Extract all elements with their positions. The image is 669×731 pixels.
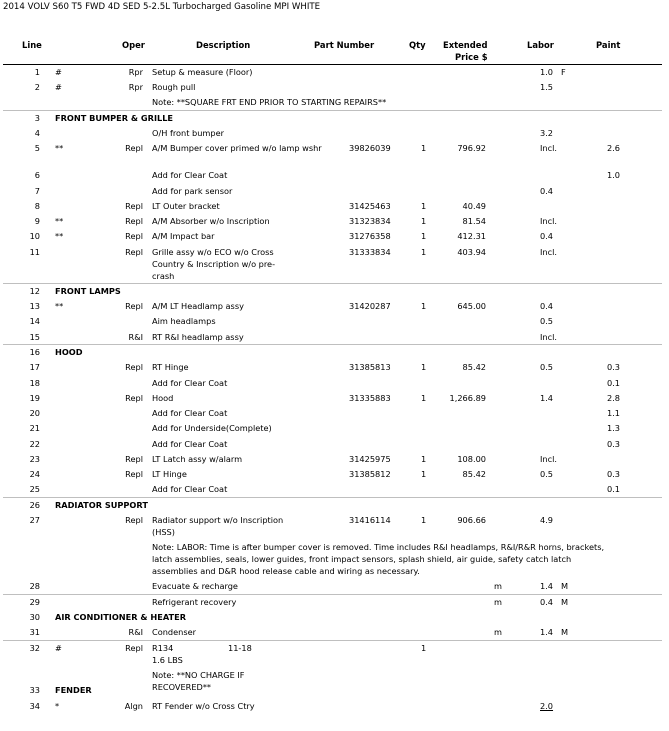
cell-oper: Repl xyxy=(125,454,143,464)
cell-qty: 1 xyxy=(421,301,427,311)
cell-line: 10 xyxy=(29,231,40,241)
cell-price: 81.54 xyxy=(462,216,486,226)
cell-desc: RT Hinge xyxy=(152,362,189,372)
cell-desc: LT Outer bracket xyxy=(152,201,220,211)
cell-m: m xyxy=(494,627,502,637)
cell-oper: Repl xyxy=(125,643,143,653)
cell-line: 17 xyxy=(29,362,40,372)
cell-labor: 4.9 xyxy=(540,515,554,525)
cell-part: 39826039 xyxy=(349,143,391,153)
cell-qty: 1 xyxy=(421,515,427,525)
cell-line: 23 xyxy=(29,454,40,464)
cell-labor: 1.4 xyxy=(540,393,554,403)
cell-line: 28 xyxy=(29,581,40,591)
cell-oper: Repl xyxy=(125,301,143,311)
cell-paint: 0.3 xyxy=(606,439,620,449)
cell-qty: 1 xyxy=(421,362,427,372)
cell-line: 8 xyxy=(34,201,40,211)
cell-paint: 1.3 xyxy=(606,423,620,433)
cell-part: 31420287 xyxy=(349,301,391,311)
cell-qty: 1 xyxy=(421,231,427,241)
header-extended: Extended xyxy=(443,40,488,50)
cell-desc: Note: LABOR: Time is after bumper cover is removed. Time includes R&I headlamps, R&I/R&R horns, brackets, latch assemblies, seals, lower guides, front impact sensors, splash shield, air guide, safety catch latch assemblies and D&R hood release cable and wiring as necessary. xyxy=(152,542,605,576)
cell-line: 4 xyxy=(34,128,40,138)
cell-line: 22 xyxy=(29,439,40,449)
cell-line: 26 xyxy=(29,500,40,510)
cell-line: 2 xyxy=(34,82,40,92)
cell-line: 9 xyxy=(34,216,40,226)
cell-mark: ** xyxy=(55,216,64,226)
cell-labor: 0.5 xyxy=(540,362,554,372)
cell-desc: Add for Clear Coat xyxy=(152,408,228,418)
cell-oper: Repl xyxy=(125,469,143,479)
cell-qty: 1 xyxy=(421,643,427,653)
cell-labor: 3.2 xyxy=(540,128,554,138)
cell-desc: RT Fender w/o Cross Ctry xyxy=(152,701,255,711)
header-qty: Qty xyxy=(409,40,426,50)
cell-qty: 1 xyxy=(421,216,427,226)
cell-line: 27 xyxy=(29,515,40,525)
cell-price: 906.66 xyxy=(457,515,486,525)
cell-section: FENDER xyxy=(55,685,92,695)
cell-desc: Radiator support w/o Inscription (HSS) xyxy=(152,515,284,537)
cell-line: 31 xyxy=(29,627,40,637)
cell-line: 34 xyxy=(29,701,40,711)
cell-lflag: M xyxy=(561,581,569,591)
cell-desc: Add for park sensor xyxy=(152,186,233,196)
cell-paint: 1.0 xyxy=(606,170,620,180)
cell-line: 19 xyxy=(29,393,40,403)
cell-qty: 1 xyxy=(421,247,427,257)
cell-qty: 1 xyxy=(421,469,427,479)
cell-desc: RT R&I headlamp assy xyxy=(152,332,244,342)
cell-desc: Condenser xyxy=(152,627,197,637)
cell-line: 16 xyxy=(29,347,40,357)
cell-labor: 0.4 xyxy=(540,231,554,241)
cell-line: 25 xyxy=(29,484,40,494)
cell-lflag: M xyxy=(561,627,569,637)
cell-line: 5 xyxy=(34,143,40,153)
cell-line: 20 xyxy=(29,408,40,418)
cell-desc2: 1.6 LBS xyxy=(152,655,183,665)
header-line: Line xyxy=(22,40,42,50)
cell-price: 1,266.89 xyxy=(449,393,486,403)
cell-mark: ** xyxy=(55,301,64,311)
cell-oper: Repl xyxy=(125,247,143,257)
cell-qty: 1 xyxy=(421,143,427,153)
cell-price: 403.94 xyxy=(457,247,486,257)
cell-price: 85.42 xyxy=(462,362,486,372)
cell-line: 7 xyxy=(34,186,40,196)
cell-line: 32 xyxy=(29,643,40,653)
cell-part: 31323834 xyxy=(349,216,391,226)
cell-mark: # xyxy=(55,643,62,653)
cell-labor: Incl. xyxy=(540,454,557,464)
cell-qty: 1 xyxy=(421,454,427,464)
header-oper: Oper xyxy=(122,40,145,50)
cell-m: m xyxy=(494,597,502,607)
cell-section: AIR CONDITIONER & HEATER xyxy=(55,612,187,622)
cell-paint: 2.8 xyxy=(606,393,620,403)
cell-paint: 2.6 xyxy=(606,143,620,153)
cell-part: 31335883 xyxy=(349,393,391,403)
cell-part: 31425463 xyxy=(349,201,391,211)
cell-line: 30 xyxy=(29,612,40,622)
cell-section: RADIATOR SUPPORT xyxy=(55,500,148,510)
cell-oper: R&I xyxy=(128,332,143,342)
cell-desc: Aim headlamps xyxy=(152,316,216,326)
cell-labor: Incl. xyxy=(540,216,557,226)
cell-paint: 0.1 xyxy=(606,378,620,388)
cell-oper: Repl xyxy=(125,143,143,153)
cell-line: 14 xyxy=(29,316,40,326)
cell-desc: Add for Underside(Complete) xyxy=(152,423,272,433)
cell-desc: Rough pull xyxy=(152,82,196,92)
cell-part: 31276358 xyxy=(349,231,391,241)
cell-line: 33 xyxy=(29,685,40,695)
cell-desc: A/M Absorber w/o Inscription xyxy=(152,216,270,226)
cell-oper: Repl xyxy=(125,216,143,226)
cell-mark: ** xyxy=(55,231,64,241)
cell-paint: 0.3 xyxy=(606,469,620,479)
cell-desc: Setup & measure (Floor) xyxy=(152,67,253,77)
cell-line: 24 xyxy=(29,469,40,479)
cell-desc: A/M Impact bar xyxy=(152,231,215,241)
cell-desc: Evacuate & recharge xyxy=(152,581,238,591)
cell-section: FRONT LAMPS xyxy=(55,286,121,296)
header-paint: Paint xyxy=(596,40,621,50)
cell-part: 31425975 xyxy=(349,454,391,464)
cell-desc: Add for Clear Coat xyxy=(152,484,228,494)
cell-mark: # xyxy=(55,82,62,92)
cell-labor: 2.0 xyxy=(540,701,554,711)
cell-desc: A/M Bumper cover primed w/o lamp wshr xyxy=(152,143,322,153)
header-description: Description xyxy=(196,40,251,50)
cell-labor: Incl. xyxy=(540,332,557,342)
cell-lflag: M xyxy=(561,597,569,607)
cell-labor: 1.5 xyxy=(540,82,554,92)
cell-line: 18 xyxy=(29,378,40,388)
cell-oper: R&I xyxy=(128,627,143,637)
header-labor: Labor xyxy=(527,40,554,50)
cell-labor: 1.4 xyxy=(540,627,554,637)
cell-labor: 0.4 xyxy=(540,301,554,311)
cell-line: 3 xyxy=(34,113,40,123)
cell-line: 1 xyxy=(34,67,40,77)
cell-oper: Rpr xyxy=(128,67,143,77)
header-part-number: Part Number xyxy=(314,40,375,50)
cell-line: 11 xyxy=(29,247,40,257)
cell-desc: A/M LT Headlamp assy xyxy=(152,301,244,311)
cell-labor: 1.4 xyxy=(540,581,554,591)
cell-qty: 1 xyxy=(421,201,427,211)
cell-oper: Repl xyxy=(125,362,143,372)
cell-desc_extra: 11-18 xyxy=(228,643,252,653)
cell-part: 31333834 xyxy=(349,247,391,257)
cell-oper: Repl xyxy=(125,515,143,525)
cell-paint: 0.3 xyxy=(606,362,620,372)
cell-price: 796.92 xyxy=(457,143,486,153)
cell-line: 29 xyxy=(29,597,40,607)
cell-line: 15 xyxy=(29,332,40,342)
cell-paint: 0.1 xyxy=(606,484,620,494)
cell-desc: Add for Clear Coat xyxy=(152,378,228,388)
cell-line: 6 xyxy=(34,170,40,180)
cell-desc: R134 xyxy=(152,643,174,653)
cell-desc: Grille assy w/o ECO w/o Cross Country & Inscription w/o pre-crash xyxy=(152,247,276,281)
cell-desc: Note: **NO CHARGE IF RECOVERED** xyxy=(152,670,245,692)
cell-part: 31385813 xyxy=(349,362,391,372)
cell-oper: Algn xyxy=(124,701,143,711)
cell-lflag: F xyxy=(561,67,566,77)
cell-m: m xyxy=(494,581,502,591)
cell-labor: 0.5 xyxy=(540,316,554,326)
cell-labor: 1.0 xyxy=(540,67,554,77)
cell-part: 31385812 xyxy=(349,469,391,479)
cell-part: 31416114 xyxy=(349,515,391,525)
cell-desc: Add for Clear Coat xyxy=(152,170,228,180)
cell-labor: 0.4 xyxy=(540,597,554,607)
cell-desc: Add for Clear Coat xyxy=(152,439,228,449)
cell-desc: Refrigerant recovery xyxy=(152,597,237,607)
cell-mark: ** xyxy=(55,143,64,153)
cell-section: FRONT BUMPER & GRILLE xyxy=(55,113,174,123)
cell-mark: # xyxy=(55,67,62,77)
cell-price: 40.49 xyxy=(462,201,486,211)
cell-labor: 0.4 xyxy=(540,186,554,196)
cell-price: 108.00 xyxy=(457,454,486,464)
section-divider xyxy=(3,344,662,345)
cell-line: 12 xyxy=(29,286,40,296)
cell-labor: 0.5 xyxy=(540,469,554,479)
cell-oper: Rpr xyxy=(128,82,143,92)
cell-desc: LT Hinge xyxy=(152,469,187,479)
cell-desc: LT Latch assy w/alarm xyxy=(152,454,243,464)
cell-price: 85.42 xyxy=(462,469,486,479)
header-price: Price $ xyxy=(455,52,488,62)
cell-labor: Incl. xyxy=(540,247,557,257)
section-divider xyxy=(3,640,662,641)
cell-oper: Repl xyxy=(125,201,143,211)
cell-labor: Incl. xyxy=(540,143,557,153)
cell-section: HOOD xyxy=(55,347,83,357)
cell-price: 645.00 xyxy=(457,301,486,311)
cell-desc: O/H front bumper xyxy=(152,128,225,138)
cell-oper: Repl xyxy=(125,393,143,403)
cell-price: 412.31 xyxy=(457,231,486,241)
cell-line: 13 xyxy=(29,301,40,311)
cell-paint: 1.1 xyxy=(606,408,620,418)
estimate-title: 2014 VOLV S60 T5 FWD 4D SED 5-2.5L Turbocharged Gasoline MPI WHITE xyxy=(3,2,321,12)
cell-desc: Hood xyxy=(152,393,174,403)
cell-desc: Note: **SQUARE FRT END PRIOR TO STARTING REPAIRS** xyxy=(152,97,387,107)
cell-mark: * xyxy=(55,701,60,711)
cell-line: 21 xyxy=(29,423,40,433)
cell-oper: Repl xyxy=(125,231,143,241)
cell-qty: 1 xyxy=(421,393,427,403)
